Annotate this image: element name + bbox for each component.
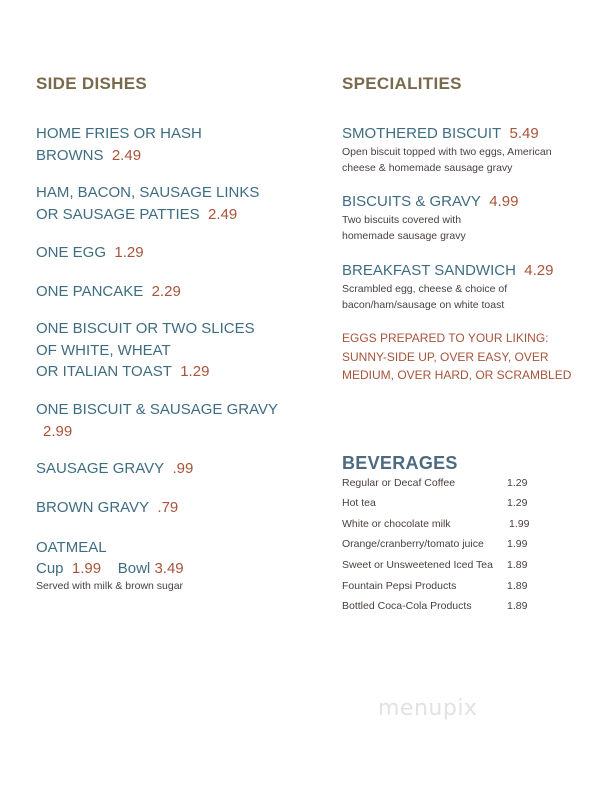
beverage-row: White or chocolate milk 1.99	[342, 518, 530, 530]
price: .79	[157, 499, 179, 516]
price: 1.29	[114, 244, 144, 261]
price: 2.49	[208, 205, 238, 223]
menu-item-oatmeal: OATMEAL Cup 1.99 Bowl 3.49 Served with milk & brown sugar	[36, 539, 184, 592]
price: 2.99	[43, 422, 73, 440]
menu-item-brown-gravy: BROWN GRAVY .79	[36, 499, 179, 516]
menu-item-egg: ONE EGG 1.29	[36, 244, 144, 261]
price: 1.99	[509, 518, 530, 530]
menu-item-sausage-gravy: SAUSAGE GRAVY .99	[36, 460, 194, 477]
oatmeal-note: Served with milk & brown sugar	[36, 579, 184, 592]
eggs-preparation-note: EGGS PREPARED TO YOUR LIKING: SUNNY-SIDE UP, OVER EASY, OVER MEDIUM, OVER HARD, OR SCRAMBLED	[342, 331, 572, 382]
price: 2.49	[111, 146, 142, 164]
beverage-row: Sweet or Unsweetened Iced Tea 1.89	[342, 559, 528, 571]
price: 5.49	[509, 125, 539, 142]
menu-item-biscuit-gravy: ONE BISCUIT & SAUSAGE GRAVY 2.99	[36, 399, 278, 442]
price: 1.89	[507, 559, 528, 571]
price: 1.99	[71, 559, 102, 577]
price: 1.29	[507, 497, 528, 509]
menu-item-ham-bacon: HAM, BACON, SAUSAGE LINKS OR SAUSAGE PATTIES 2.49	[36, 184, 260, 223]
beverage-row: Fountain Pepsi Products 1.89	[342, 580, 528, 592]
price: 4.99	[489, 193, 519, 210]
price: 4.29	[524, 262, 554, 279]
beverage-row: Orange/cranberry/tomato juice 1.99	[342, 538, 528, 550]
beverage-row: Regular or Decaf Coffee 1.29	[342, 477, 528, 489]
menu-item-pancake: ONE PANCAKE 2.29	[36, 283, 181, 300]
specialities-title: SPECIALITIES	[342, 74, 462, 93]
price: 1.89	[507, 600, 528, 612]
beverage-row: Hot tea 1.29	[342, 497, 528, 509]
price: 2.29	[151, 283, 181, 300]
beverage-row: Bottled Coca-Cola Products 1.89	[342, 600, 528, 612]
menu-item-biscuit-toast: ONE BISCUIT OR TWO SLICES OF WHITE, WHEAT OR ITALIAN TOAST 1.29	[36, 320, 255, 380]
side-dishes-title: SIDE DISHES	[36, 74, 147, 93]
price: .99	[172, 460, 194, 477]
price: 1.29	[507, 477, 528, 489]
menu-item-home-fries: HOME FRIES OR HASH BROWNS 2.49	[36, 125, 202, 164]
special-item-biscuits-gravy: BISCUITS & GRAVY 4.99 Two biscuits covered with homemade sausage gravy	[342, 193, 519, 242]
menupix-watermark: menupix	[378, 696, 478, 721]
price: 3.49	[154, 559, 184, 577]
special-item-breakfast-sandwich: BREAKFAST SANDWICH 4.29 Scrambled egg, cheese & choice of bacon/ham/sausage on white toast	[342, 262, 554, 311]
special-item-smothered-biscuit: SMOTHERED BISCUIT 5.49 Open biscuit topped with two eggs, American cheese & homemade sausage gravy	[342, 125, 552, 174]
price: 1.99	[507, 538, 528, 550]
price: 1.89	[507, 580, 528, 592]
price: 1.29	[180, 363, 210, 380]
beverages-title: BEVERAGES	[342, 453, 458, 473]
